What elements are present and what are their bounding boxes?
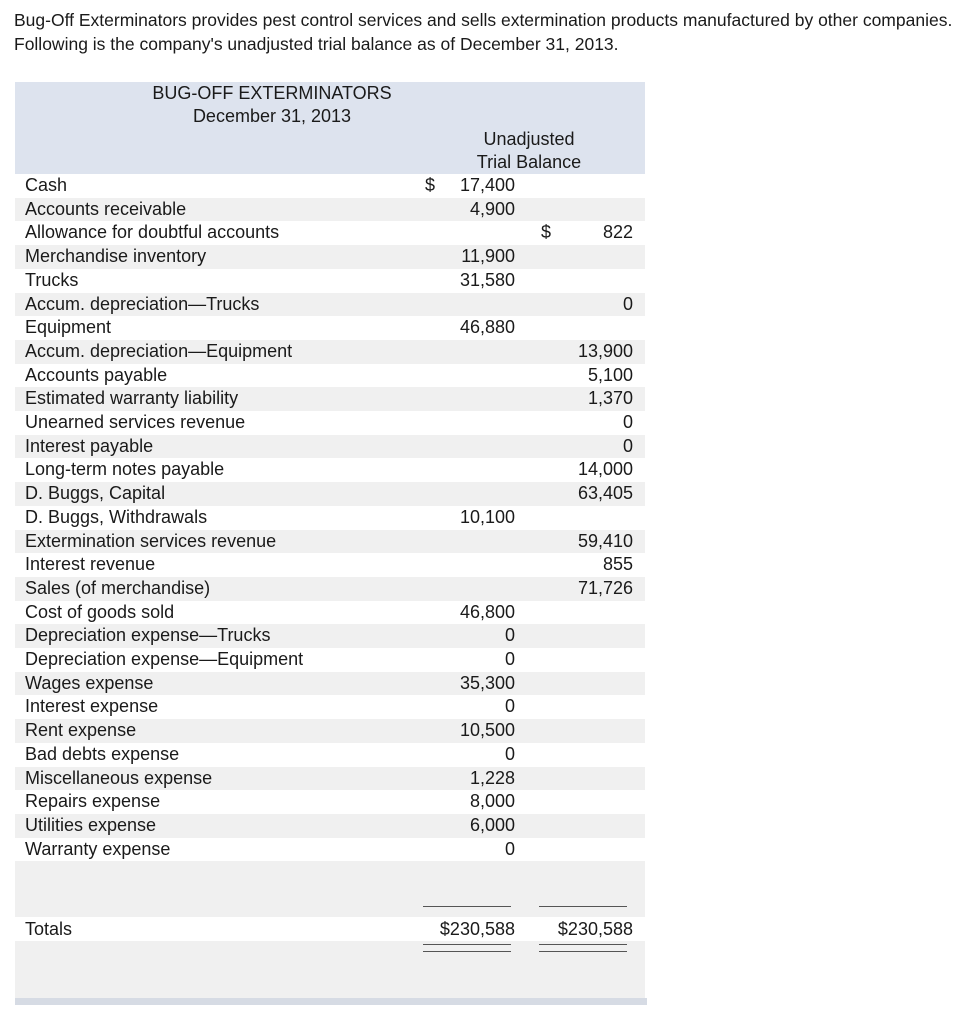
- credit-value: 14,000: [577, 459, 633, 480]
- debit-amount: [413, 269, 529, 293]
- account-name: Merchandise inventory: [15, 245, 413, 269]
- credit-amount: [529, 506, 645, 530]
- credit-amount: [529, 838, 645, 862]
- table-row: [15, 577, 645, 601]
- debit-value: 6,000: [469, 814, 515, 835]
- column-header-row: [15, 128, 645, 174]
- debit-value: 0: [504, 696, 515, 717]
- account-name: Utilities expense: [15, 814, 413, 838]
- double-rule-row: [15, 941, 645, 999]
- debit-amount: [413, 672, 529, 696]
- totals-row: [15, 917, 645, 941]
- debit-value: 0: [504, 838, 515, 859]
- account-name: Unearned services revenue: [15, 411, 413, 435]
- debit-amount: [413, 838, 529, 862]
- credit-amount: [529, 458, 645, 482]
- debit-value: 4,900: [469, 198, 515, 219]
- debit-value: 10,100: [459, 506, 515, 527]
- debit-amount: [413, 411, 529, 435]
- credit-amount: [529, 174, 645, 198]
- account-name: Bad debts expense: [15, 743, 413, 767]
- currency-symbol: $: [541, 222, 552, 243]
- spacer-row: [15, 861, 645, 917]
- debit-amount: [413, 719, 529, 743]
- credit-value: 0: [622, 412, 633, 433]
- table-row: [15, 790, 645, 814]
- debit-value: 46,800: [459, 601, 515, 622]
- debit-value: 17,400: [459, 175, 515, 195]
- credit-value: 1,370: [587, 388, 633, 409]
- debit-value: 31,580: [459, 269, 515, 290]
- account-name: D. Buggs, Withdrawals: [15, 506, 413, 530]
- account-name: Trucks: [15, 269, 413, 293]
- credit-amount: [529, 411, 645, 435]
- credit-amount: [529, 387, 645, 411]
- credit-value: 5,100: [587, 364, 633, 385]
- table-row: [15, 624, 645, 648]
- credit-amount: [529, 340, 645, 364]
- debit-value: 10,500: [459, 720, 515, 741]
- credit-amount: [529, 648, 645, 672]
- credit-amount: [529, 530, 645, 554]
- account-name: Accounts payable: [15, 364, 413, 388]
- account-name: Allowance for doubtful accounts: [15, 221, 413, 245]
- table-row: [15, 553, 645, 577]
- debit-value: 46,880: [459, 317, 515, 338]
- account-name: Sales (of merchandise): [15, 577, 413, 601]
- account-name: Interest revenue: [15, 553, 413, 577]
- credit-amount: [529, 743, 645, 767]
- credit-amount: [529, 672, 645, 696]
- account-name: Rent expense: [15, 719, 413, 743]
- debit-value: 0: [504, 743, 515, 764]
- intro-paragraph: Bug-Off Exterminators provides pest control services and sells extermination products manufactured by other companies. Following is the company's unadjusted trial balance as of December 31, 2013.: [14, 10, 953, 54]
- credit-amount: [529, 601, 645, 625]
- company-header: [15, 82, 529, 128]
- debit-amount: [413, 553, 529, 577]
- statement-date: December 31, 2013: [192, 106, 352, 126]
- credit-value: 855: [602, 554, 633, 575]
- credit-amount: [529, 364, 645, 388]
- debit-amount: [413, 577, 529, 601]
- debit-amount: [413, 245, 529, 269]
- account-name: Cash: [15, 174, 413, 198]
- table-row: [15, 719, 645, 743]
- debit-amount: [413, 743, 529, 767]
- debit-amount: [413, 601, 529, 625]
- account-name: Accum. depreciation—Equipment: [15, 340, 413, 364]
- debit-amount: [413, 695, 529, 719]
- credit-value: 13,900: [577, 340, 633, 361]
- debit-amount: [413, 198, 529, 222]
- debit-amount: [413, 340, 529, 364]
- table-row: [15, 672, 645, 696]
- debit-amount: [413, 293, 529, 317]
- scrollbar-track[interactable]: [15, 998, 647, 1005]
- table-row: [15, 767, 645, 791]
- account-name: Cost of goods sold: [15, 601, 413, 625]
- table-row: [15, 601, 645, 625]
- table-row: [15, 174, 645, 198]
- trial-balance-table: [15, 82, 645, 999]
- credit-amount: [529, 719, 645, 743]
- table-row: [15, 340, 645, 364]
- totals-label: Totals: [15, 917, 413, 941]
- credit-double-rule-top: [539, 944, 627, 945]
- debit-value: 8,000: [469, 791, 515, 812]
- account-name: Warranty expense: [15, 838, 413, 862]
- column-header-line1: Unadjusted: [483, 129, 575, 149]
- credit-value: 0: [622, 293, 633, 314]
- debit-amount: [413, 767, 529, 791]
- credit-value: 822: [602, 222, 633, 243]
- debit-amount: [413, 316, 529, 340]
- credit-amount: [529, 767, 645, 791]
- credit-amount: [529, 577, 645, 601]
- credit-subtotal-rule: [539, 906, 627, 907]
- credit-amount: [529, 198, 645, 222]
- account-name: Interest expense: [15, 695, 413, 719]
- table-header: [15, 82, 645, 128]
- table-row: [15, 198, 645, 222]
- credit-amount: [529, 553, 645, 577]
- table-row: [15, 293, 645, 317]
- debit-amount: [413, 814, 529, 838]
- credit-double-rule-bottom: [539, 951, 627, 952]
- credit-amount: [529, 790, 645, 814]
- debit-amount: [413, 174, 529, 198]
- account-name: D. Buggs, Capital: [15, 482, 413, 506]
- table-row: [15, 435, 645, 459]
- debit-amount: [413, 458, 529, 482]
- table-row: [15, 458, 645, 482]
- account-name: Depreciation expense—Equipment: [15, 648, 413, 672]
- account-name: Equipment: [15, 316, 413, 340]
- debit-value: 1,228: [469, 767, 515, 788]
- credit-value: 0: [622, 435, 633, 456]
- credit-amount: [529, 316, 645, 340]
- account-name: Long-term notes payable: [15, 458, 413, 482]
- column-header-line2: Trial Balance: [476, 152, 582, 172]
- table-row: [15, 482, 645, 506]
- credit-amount: [529, 245, 645, 269]
- column-header: [413, 128, 645, 174]
- debit-subtotal-rule: [423, 906, 511, 907]
- debit-double-rule-top: [423, 944, 511, 945]
- credit-amount: [529, 221, 645, 245]
- totals-debit: $230,588: [413, 917, 529, 941]
- table-row: [15, 411, 645, 435]
- totals-credit: $230,588: [529, 917, 645, 941]
- debit-value: 0: [504, 625, 515, 646]
- table-row: [15, 743, 645, 767]
- credit-amount: [529, 269, 645, 293]
- account-name: Miscellaneous expense: [15, 767, 413, 791]
- account-name: Extermination services revenue: [15, 530, 413, 554]
- table-row: [15, 316, 645, 340]
- credit-amount: [529, 435, 645, 459]
- credit-amount: [529, 814, 645, 838]
- table-row: [15, 530, 645, 554]
- table-row: [15, 245, 645, 269]
- credit-value: 71,726: [577, 577, 633, 598]
- account-name: Interest payable: [15, 435, 413, 459]
- debit-value: 35,300: [459, 672, 515, 693]
- table-row: [15, 221, 645, 245]
- debit-amount: [413, 221, 529, 245]
- debit-amount: [413, 482, 529, 506]
- account-name: Accounts receivable: [15, 198, 413, 222]
- debit-double-rule-bottom: [423, 951, 511, 952]
- table-row: [15, 838, 645, 862]
- debit-amount: [413, 506, 529, 530]
- debit-amount: [413, 530, 529, 554]
- table-row: [15, 387, 645, 411]
- credit-amount: [529, 624, 645, 648]
- account-name: Accum. depreciation—Trucks: [15, 293, 413, 317]
- table-row: [15, 269, 645, 293]
- table-row: [15, 364, 645, 388]
- table-row: [15, 506, 645, 530]
- account-name: Wages expense: [15, 672, 413, 696]
- account-name: Estimated warranty liability: [15, 387, 413, 411]
- table-row: [15, 695, 645, 719]
- credit-amount: [529, 695, 645, 719]
- company-name: BUG-OFF EXTERMINATORS: [152, 83, 392, 103]
- debit-amount: [413, 648, 529, 672]
- debit-amount: [413, 435, 529, 459]
- debit-value: 11,900: [461, 246, 515, 267]
- debit-amount: [413, 364, 529, 388]
- account-name: Depreciation expense—Trucks: [15, 624, 413, 648]
- account-name: Repairs expense: [15, 790, 413, 814]
- credit-amount: [529, 482, 645, 506]
- debit-amount: [413, 790, 529, 814]
- credit-amount: [529, 293, 645, 317]
- debit-amount: [413, 624, 529, 648]
- debit-value: 0: [504, 649, 515, 670]
- currency-symbol: $: [425, 175, 436, 195]
- debit-amount: [413, 387, 529, 411]
- table-row: [15, 648, 645, 672]
- accounts-body: [15, 174, 645, 861]
- credit-value: 59,410: [577, 530, 633, 551]
- table-row: [15, 814, 645, 838]
- credit-value: 63,405: [577, 483, 633, 504]
